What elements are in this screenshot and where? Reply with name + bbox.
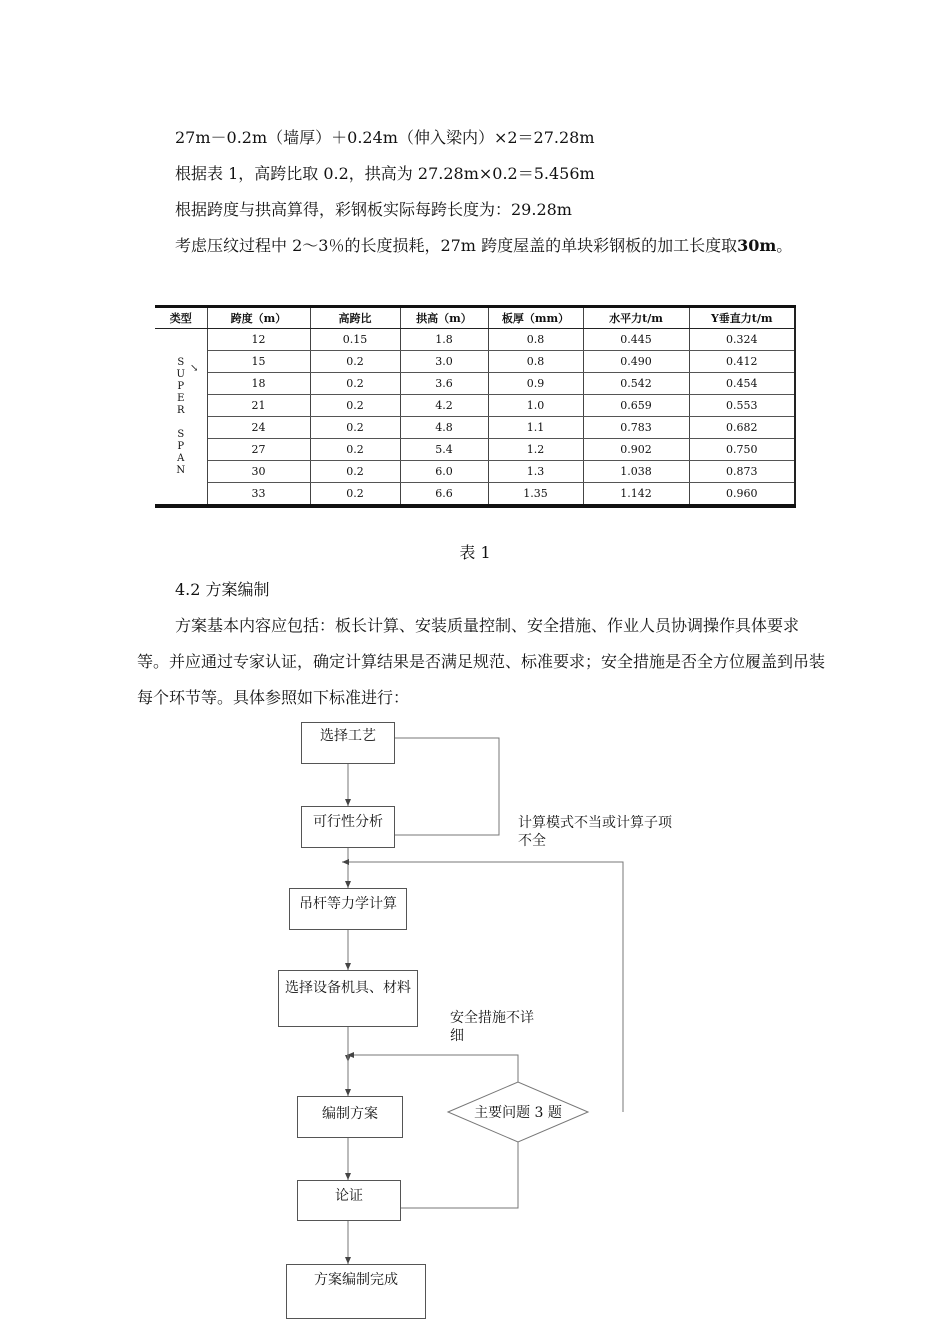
step-feasibility: 可行性分析 (301, 806, 395, 848)
header-thickness: 板厚（mm） (488, 307, 583, 329)
note-safety: 安全措施不详细 (450, 1010, 534, 1044)
type-letter: S (177, 356, 185, 368)
cell-horizontal-force: 1.038 (583, 461, 689, 483)
cell-ratio: 0.2 (310, 417, 400, 439)
step-compile: 编制方案 (297, 1096, 403, 1138)
cell-span: 24 (207, 417, 310, 439)
cell-arch-height: 4.8 (400, 417, 488, 439)
tick-mark: ↘ (190, 363, 199, 374)
section-title: 4.2 方案编制 (175, 580, 270, 599)
cell-thickness: 0.9 (488, 373, 583, 395)
calc-line-3: 根据跨度与拱高算得，彩钢板实际每跨长度为：29.28m (175, 200, 572, 219)
header-horizontal-force: 水平力t/m (583, 307, 689, 329)
cell-horizontal-force: 0.445 (583, 329, 689, 351)
decision-label: 主要问题 3 题 (474, 1105, 562, 1121)
step-calculation: 吊杆等力学计算 (289, 888, 407, 930)
line-review-to-decision (401, 1142, 518, 1208)
cell-horizontal-force: 0.659 (583, 395, 689, 417)
type-letter: E (177, 392, 185, 404)
cell-vertical-force: 0.960 (689, 483, 795, 507)
cell-vertical-force: 0.412 (689, 351, 795, 373)
cell-horizontal-force: 0.490 (583, 351, 689, 373)
cell-vertical-force: 0.553 (689, 395, 795, 417)
type-letter: S (177, 428, 185, 440)
cell-thickness: 1.3 (488, 461, 583, 483)
cell-span: 33 (207, 483, 310, 507)
feedback-arrow-safety (347, 1055, 518, 1082)
cell-arch-height: 1.8 (400, 329, 488, 351)
step-review: 论证 (297, 1180, 401, 1221)
cell-vertical-force: 0.324 (689, 329, 795, 351)
calc-line-4-text: 考虑压纹过程中 2～3％的长度损耗，27m 跨度屋盖的单块彩钢板的加工长度取 (175, 236, 738, 255)
cell-span: 21 (207, 395, 310, 417)
cell-thickness: 1.35 (488, 483, 583, 507)
type-letter: R (176, 404, 185, 416)
header-vertical-force: Y垂直力t/m (689, 307, 795, 329)
note-calculation: 计算模式不当或计算子项不全 (518, 815, 672, 849)
cell-vertical-force: 0.873 (689, 461, 795, 483)
cell-thickness: 1.0 (488, 395, 583, 417)
cell-arch-height: 6.6 (400, 483, 488, 507)
cell-vertical-force: 0.454 (689, 373, 795, 395)
cell-span: 12 (207, 329, 310, 351)
type-letter: U (176, 368, 185, 380)
cell-thickness: 0.8 (488, 351, 583, 373)
cell-ratio: 0.15 (310, 329, 400, 351)
cell-horizontal-force: 0.902 (583, 439, 689, 461)
cell-arch-height: 6.0 (400, 461, 488, 483)
cell-ratio: 0.2 (310, 461, 400, 483)
table-caption: 表 1 (459, 543, 491, 562)
scheme-paragraph: 方案基本内容应包括：板长计算、安装质量控制、安全措施、作业人员协调操作具体要求等。并应通过专家认证，确定计算结果是否满足规范、标准要求；安全措施是否全方位履盖到吊装每个环节等。具体参照如下标准进行： (137, 616, 826, 707)
cell-span: 27 (207, 439, 310, 461)
cell-horizontal-force: 0.542 (583, 373, 689, 395)
cell-span: 18 (207, 373, 310, 395)
cell-ratio: 0.2 (310, 439, 400, 461)
type-letter: P (177, 380, 185, 392)
header-arch-height: 拱高（m） (400, 307, 488, 329)
step-select-process: 选择工艺 (301, 722, 395, 764)
cell-horizontal-force: 1.142 (583, 483, 689, 507)
cell-thickness: 1.1 (488, 417, 583, 439)
step-complete: 方案编制完成 (286, 1264, 426, 1319)
cell-thickness: 0.8 (488, 329, 583, 351)
type-letter: P (177, 440, 185, 452)
cell-ratio: 0.2 (310, 373, 400, 395)
cell-arch-height: 4.2 (400, 395, 488, 417)
processing-length: 30m (737, 236, 777, 255)
cell-span: 30 (207, 461, 310, 483)
header-ratio: 高跨比 (310, 307, 400, 329)
cell-thickness: 1.2 (488, 439, 583, 461)
calc-line-4-end: 。 (776, 236, 793, 255)
step-equipment: 选择设备机具、材料 (278, 970, 418, 1027)
cell-ratio: 0.2 (310, 483, 400, 507)
cell-arch-height: 3.6 (400, 373, 488, 395)
cell-horizontal-force: 0.783 (583, 417, 689, 439)
header-span: 跨度（m） (207, 307, 310, 329)
cell-arch-height: 5.4 (400, 439, 488, 461)
cell-ratio: 0.2 (310, 395, 400, 417)
header-type: 类型 (155, 307, 207, 329)
calc-line-2: 根据表 1，高跨比取 0.2，拱高为 27.28m×0.2＝5.456m (175, 164, 595, 183)
cell-vertical-force: 0.682 (689, 417, 795, 439)
cell-ratio: 0.2 (310, 351, 400, 373)
cell-span: 15 (207, 351, 310, 373)
cell-arch-height: 3.0 (400, 351, 488, 373)
type-letter: N (176, 464, 186, 476)
type-letter: A (177, 452, 185, 464)
cell-vertical-force: 0.750 (689, 439, 795, 461)
calc-line-1: 27m－0.2m（墙厚）＋0.24m（伸入梁内）×2＝27.28m (175, 128, 595, 147)
